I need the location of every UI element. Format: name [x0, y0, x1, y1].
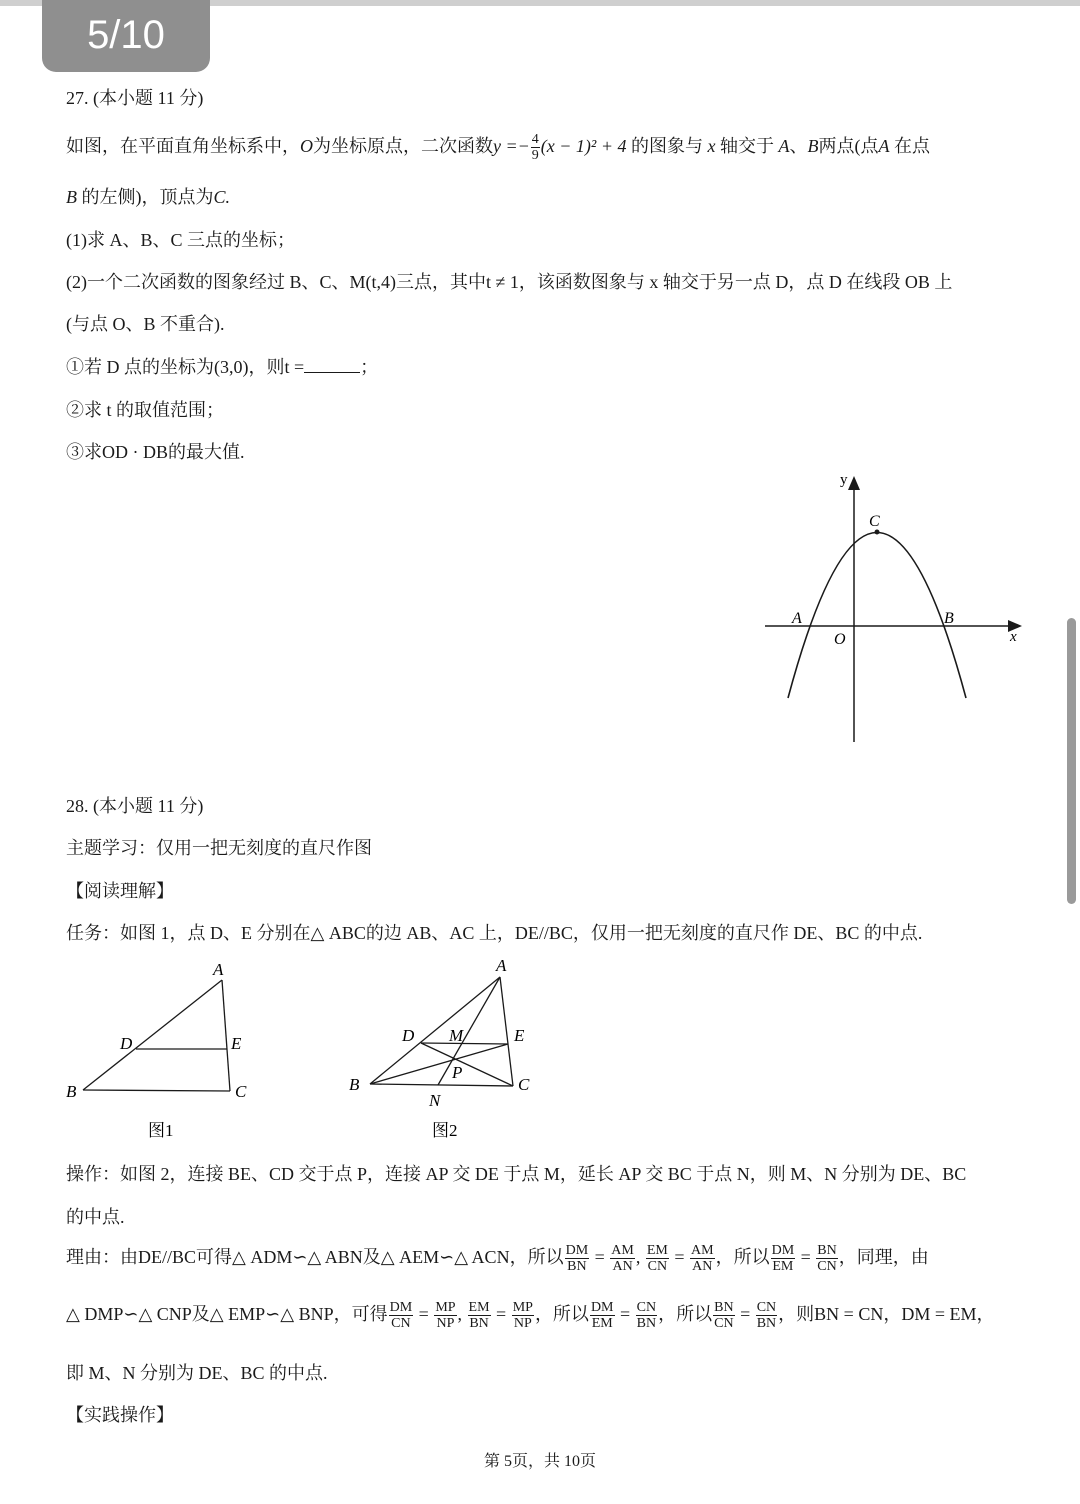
label-x: x: [1010, 629, 1017, 645]
answer-blank: [304, 358, 360, 373]
q28-task: 任务：如图 1，点 D、E 分别在△ ABC的边 AB、AC 上，DE//BC，仅用一把无刻度的直尺作 DE、BC 的中点.: [66, 923, 923, 943]
q28-section-read: 【阅读理解】: [66, 881, 174, 901]
svg-text:E: E: [514, 1026, 525, 1045]
figure-1-triangle: [60, 955, 280, 1145]
svg-text:N: N: [429, 1091, 441, 1110]
page-indicator: 5/10: [42, 0, 210, 72]
q28-reason-line3: 即 M、N 分别为 DE、BC 的中点.: [66, 1363, 328, 1383]
svg-text:D: D: [120, 1034, 133, 1053]
q27-part2-line1: (2)一个二次函数的图象经过 B、C、M(t,4)三点，其中t ≠ 1，该函数图象与 x 轴交于另一点 D，点 D 在线段 OB 上: [66, 272, 953, 292]
svg-text:D: D: [402, 1026, 415, 1045]
svg-text:E: E: [231, 1034, 242, 1053]
q28-operation-line2: 的中点.: [66, 1207, 125, 1227]
svg-text:A: A: [213, 960, 224, 979]
scrollbar-thumb[interactable]: [1067, 618, 1076, 904]
q27-part2-line2: (与点 O、B 不重合).: [66, 314, 225, 334]
label-B: B: [944, 610, 954, 627]
svg-text:B: B: [66, 1082, 77, 1101]
q28-reason-line1: 理由：由DE//BC可得△ ADM∽△ ABN及△ AEM∽△ ACN，所以 $\frac{DM}{BN}$ = $\frac{AM}{AN}$ , $\frac{EM}{CN}$ = $\frac{AM}{AN}$ ，所以 $\frac{DM}{EM}$ = $\frac{BN}{CN}$ ，同理，由: [66, 1243, 929, 1275]
svg-text:M: M: [449, 1026, 464, 1045]
page-footer: 第 5页，共 10页: [483, 1453, 596, 1470]
fraction: $\frac{4}{9}$: [531, 132, 539, 164]
vertex-point: [875, 530, 880, 535]
q28-reason-line2: △ DMP∽△ CNP及△ EMP∽△ BNP，可得 $\frac{DM}{CN}$ = $\frac{MP}{NP}$ , $\frac{EM}{BN}$ = $\frac{MP}{NP}$ ，所以 $\frac{DM}{EM}$ = $\frac{CN}{BN}$ ，所以 $\frac{BN}{CN}$ = $\frac{CN}{BN}$ ，则BN = CN，DM = EM，: [66, 1300, 995, 1332]
label-C: C: [869, 513, 880, 530]
figure-2-caption: 图2: [432, 1121, 458, 1140]
q27-sub2: ②求 t 的取值范围；: [66, 400, 225, 420]
q28-theme: 主题学习：仅用一把无刻度的直尺作图: [66, 838, 372, 858]
svg-text:P: P: [452, 1063, 463, 1082]
parabola-graph: [750, 466, 1040, 752]
q27-sub3: ③求OD · DB的最大值.: [66, 442, 245, 462]
parabola-curve: [788, 533, 966, 699]
svg-text:B: B: [349, 1075, 360, 1094]
label-O: O: [834, 631, 846, 648]
q28-header: 28. (本小题 11 分): [66, 796, 204, 816]
q27-intro-line2: B 的左侧)，顶点为C.: [66, 187, 231, 207]
figure-1-caption: 图1: [148, 1121, 174, 1140]
q28-operation-line1: 操作：如图 2，连接 BE、CD 交于点 P，连接 AP 交 DE 于点 M，延长 AP 交 BC 于点 N，则 M、N 分别为 DE、BC: [66, 1164, 967, 1184]
y-axis-arrow-icon: [848, 476, 860, 490]
q27-sub1: ①若 D 点的坐标为(3,0)，则t = ；: [66, 357, 379, 377]
q27-part1: (1)求 A、B、C 三点的坐标；: [66, 230, 295, 250]
q28-section-practice: 【实践操作】: [66, 1405, 174, 1425]
q27-intro-line1: 如图，在平面直角坐标系中，O为坐标原点，二次函数y =− $\frac{4}{9}$ (x − 1)² + 4 的图象与 x 轴交于 A、B两点(点A 在点: [66, 132, 930, 164]
label-A: A: [792, 610, 802, 627]
svg-text:C: C: [235, 1082, 247, 1101]
svg-text:A: A: [496, 956, 507, 975]
q27-header: 27. (本小题 11 分): [66, 88, 204, 108]
figure-2-triangle: [340, 950, 560, 1145]
svg-text:C: C: [518, 1075, 530, 1094]
label-y: y: [840, 472, 848, 488]
